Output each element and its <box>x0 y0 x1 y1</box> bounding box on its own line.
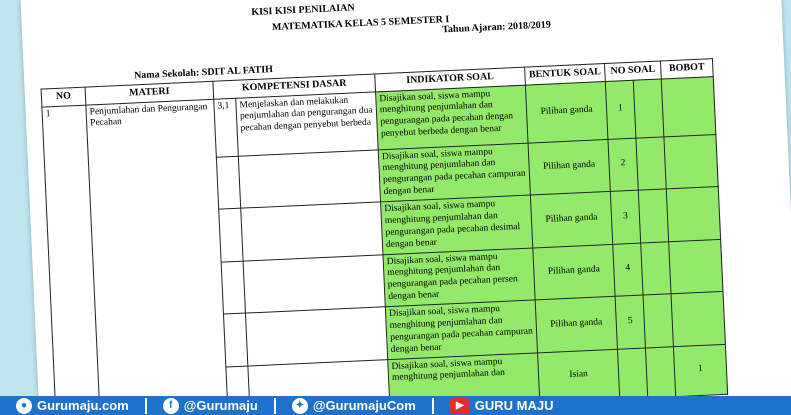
cell-bentuk: Pilihan ganda <box>535 296 617 352</box>
footer-website-label: Gurumaju.com <box>37 398 129 413</box>
footer-youtube-link[interactable] <box>434 396 570 415</box>
header-materi: MATERI <box>85 81 214 104</box>
footer-facebook-label: @Gurumaju <box>183 398 258 413</box>
twitter-icon: ✦ <box>292 398 308 414</box>
header-no: NO <box>41 87 86 106</box>
cell-kd-text <box>245 307 387 366</box>
cell-no-soal-extra <box>638 189 668 243</box>
footer-twitter-label: @GurumajuCom <box>312 398 416 413</box>
cell-no-soal <box>617 347 647 398</box>
youtube-icon: ▶ <box>450 398 470 414</box>
cell-bobot <box>671 291 725 346</box>
cell-bentuk: Pilihan ganda <box>528 139 610 195</box>
footer-facebook-link[interactable] <box>147 396 274 415</box>
cell-no-soal: 4 <box>613 243 643 297</box>
header-bentuk: BENTUK SOAL <box>525 64 606 85</box>
cell-no-soal: 5 <box>615 295 645 349</box>
globe-icon: ● <box>16 398 32 414</box>
cell-bentuk: Pilihan ganda <box>533 244 615 300</box>
cell-bentuk: Pilihan ganda <box>530 191 612 247</box>
cell-no: 1 <box>42 105 100 415</box>
cell-kd-text: Menjelaskan dan melakukan penjumlahan dan pengurangan dua pecahan dengan penyebut berbeda <box>236 91 378 155</box>
cell-kd-code <box>219 208 243 261</box>
doc-title-line1: KISI KISI PENILAIAN <box>251 2 355 18</box>
footer-website-link[interactable] <box>0 396 145 415</box>
cell-no-soal: 2 <box>608 138 638 192</box>
footer-youtube-label: GURU MAJU <box>474 398 554 413</box>
cell-no-soal-extra <box>643 294 673 348</box>
cell-kd-text <box>238 149 380 208</box>
cell-indikator: Disajikan soal, siswa mampu menghitung penjumlahan dan pengurangan pada pecahan desimal dengan benar <box>381 195 533 254</box>
doc-title-line2: MATEMATIKA KELAS 5 SEMESTER I <box>271 14 450 34</box>
cell-bobot: 1 <box>673 344 727 396</box>
cell-indikator: Disajikan soal, siswa mampu menghitung penjumlahan dan pengurangan pada pecahan dengan penyebut berbeda dengan benar <box>376 85 528 150</box>
cell-bentuk: Pilihan ganda <box>525 81 608 143</box>
tahun-ajaran: Tahun Ajaran: 2018/2019 <box>442 19 551 36</box>
header-indikator: INDIKATOR SOAL <box>375 67 526 91</box>
header-bobot: BOBOT <box>660 59 713 79</box>
cell-kd-code <box>216 156 240 209</box>
cell-kd-code <box>223 313 247 366</box>
cell-no-soal: 3 <box>610 190 640 244</box>
header-kompetensi: KOMPETENSI DASAR <box>213 74 376 99</box>
cell-indikator: Disajikan soal, siswa mampu menghitung penjumlahan dan pengurangan pada pecahan persen dengan benar <box>383 247 535 306</box>
nama-sekolah: Nama Sekolah: SDIT AL FATIH <box>133 64 274 82</box>
cell-bobot <box>669 239 723 294</box>
cell-no-soal: 1 <box>605 80 636 139</box>
cell-indikator: Disajikan soal, siswa mampu menghitung penjumlahan dan pengurangan pada pecahan campuran dengan benar <box>378 143 530 202</box>
cell-kd-code <box>221 261 245 314</box>
cell-bobot <box>666 187 720 242</box>
cell-bentuk: Isian <box>538 349 620 403</box>
cell-kd-text <box>243 254 385 313</box>
cell-bobot <box>664 134 718 189</box>
cell-no-soal-extra <box>636 136 666 190</box>
facebook-icon: f <box>163 398 179 414</box>
footer-twitter-link[interactable] <box>276 396 432 415</box>
document-sheet <box>20 0 791 415</box>
cell-indikator: Disajikan soal, siswa mampu menghitung penjumlahan dan <box>388 352 540 409</box>
cell-no-soal-extra <box>645 346 675 397</box>
cell-kd-code: 3,1 <box>214 98 239 157</box>
header-no-soal: NO SOAL <box>605 61 662 81</box>
cell-kd-text <box>241 202 383 261</box>
cell-materi: Penjumlahan dan Pengurangan Pecahan <box>86 99 228 415</box>
cell-no-soal-extra <box>641 241 671 295</box>
cell-indikator: Disajikan soal, siswa mampu menghitung penjumlahan dan pengurangan pada pecahan campuran dengan benar <box>385 300 537 359</box>
cell-no-soal-extra <box>633 78 664 137</box>
social-footer-bar <box>0 396 791 415</box>
cell-bobot <box>661 76 716 136</box>
kisi-table <box>41 58 729 415</box>
